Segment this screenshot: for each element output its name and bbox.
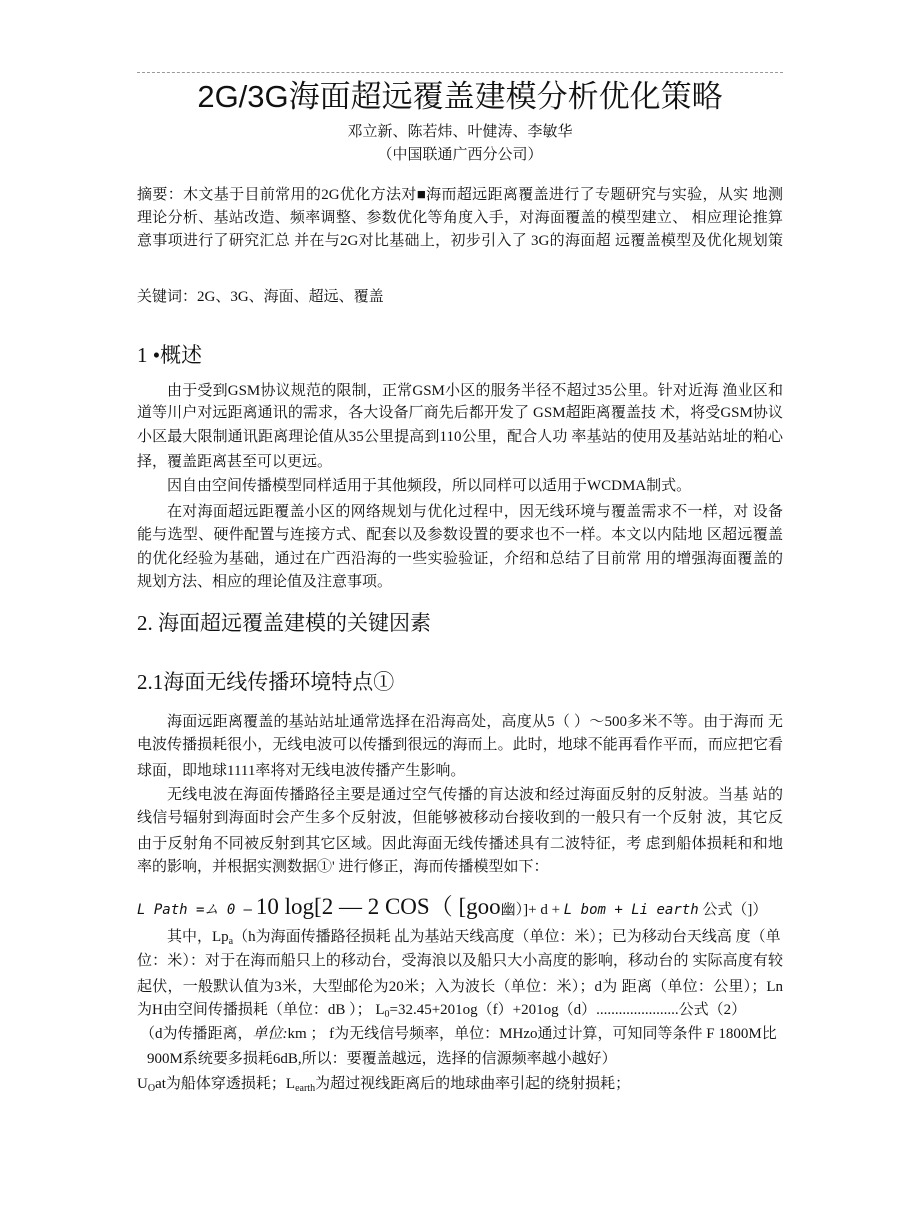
paragraph-line: 海面远距离覆盖的基站站址通常选择在沿海高处，高度从5（ ）～500多米不等。由于海而 无 <box>167 714 783 730</box>
paragraph-line: 因自由空间传播模型同样适用于其他频段，所以同样可以适用于WCDMA制式。 <box>167 478 692 494</box>
paragraph-line: 由于受到GSM协议规范的限制，正常GSM小区的服务半径不超过35公里。针对近海 渔业区和 <box>167 383 783 399</box>
formula-part: L Path =ム 0 — <box>137 902 253 918</box>
formula-part: 幽）]+ d + <box>500 902 561 918</box>
text: 为H由空间传播损耗（单位：dB ）； L <box>137 1002 385 1018</box>
formula-1 <box>137 894 783 923</box>
paragraph-line <box>140 1024 786 1044</box>
text: （h为海面传播路径损耗 乩为基站天线高度（单位：米）；已为移动台天线高 度（单 <box>233 929 781 945</box>
paragraph-line: 小区最大限制通讯距离理论值从35公里提高到110公里，配合人功 率基站的使用及基站站址的粕心 <box>137 429 783 445</box>
text: at为船体穿透损耗；L <box>155 1076 296 1092</box>
page-title: 2G/3G海面超远覆盖建模分析优化策略 <box>197 79 723 114</box>
text: 单位: <box>252 1026 288 1042</box>
paragraph-line: 率的影响，并根据实测数据①' 进行修正，海而传播模型如下： <box>137 859 549 875</box>
paragraph-line: 线信号辐射到海面时会产生多个反射波，但能够被移动台接收到的一般只有一个反射 波，其它反 <box>137 810 783 826</box>
paragraph-line <box>137 1000 783 1020</box>
paragraph-line: 900M系统要多损耗6dB,所以：要覆盖越远，选择的信源频率越小越好） <box>147 1051 617 1067</box>
subscript: a <box>228 936 234 947</box>
paragraph-line: 规划方法、相应的理论值及注意事项。 <box>137 574 393 590</box>
text: 其中，Lp <box>167 929 229 945</box>
paragraph-line: 球面，即地球1111率将对无线电波传播产生影响。 <box>137 763 466 779</box>
affiliation: （中国联通广西分公司） <box>377 147 543 163</box>
paragraph-line: 位：米）：对于在海而船只上的移动台，受海浪以及船只大小高度的影响，移动台的 实际高度有较 <box>137 953 783 969</box>
paragraph-line: 道等川户对远距离通讯的需求，各大设备厂商先后都开发了 GSM超距离覆盖技 术，将受GSM协议 <box>137 405 783 421</box>
subscript: 0 <box>384 1009 390 1020</box>
text: =32.45+201og（f）+201og（d）......................公式（2） <box>389 1002 747 1018</box>
paragraph-line <box>167 927 783 947</box>
abstract-line: 意事项进行了研究汇总 并在与2G对比基础上，初步引入了 3G的海面超 远覆盖模型及优化规划策 <box>137 233 783 249</box>
section-heading: 2. 海面超远覆盖建模的关键因素 <box>137 611 431 635</box>
paragraph-line: 电波传播损耗很小，无线电波可以传播到很远的海而上。此时，地球不能再看作平而，而应把它看 <box>137 737 783 753</box>
paragraph-line: 由于反射角不同被反射到其它区域。因此海面无线传播述具有二波特征，考 虑到船体损耗和和地 <box>137 836 783 852</box>
paragraph-line: 能与选型、硬件配置与连接方式、配套以及参数设置的要求也不一样。本文以内陆地 区超远覆盖 <box>137 527 783 543</box>
subscript: O <box>147 1083 156 1094</box>
authors: 邓立新、陈若炜、叶健涛、李敏华 <box>347 124 573 140</box>
paragraph-line: 的优化经验为基础，通过在广西沿海的一些实验验证，介绍和总结了目前常 用的增强海面覆盖的 <box>137 551 783 567</box>
subsection-heading: 2.1海面无线传播环境特点① <box>137 670 395 694</box>
header-rule <box>137 72 783 73</box>
section-heading: 1 •概述 <box>137 343 203 367</box>
text: （d为传播距离， <box>140 1026 253 1042</box>
abstract-line: 摘要：木文基于目前常用的2G优化方法对■海而超远距离覆盖进行了专题研究与实验，从实 地测 <box>137 187 783 203</box>
formula-label: 公式（]） <box>702 902 768 918</box>
paragraph-line <box>137 1074 783 1094</box>
paragraph-line: 无线电波在海面传播路径主要是通过空气传播的肓达波和经过海面反射的反射波。当基 站的 <box>167 787 783 803</box>
formula-part: 10 log[2 — 2 COS（ [goo <box>255 894 501 919</box>
paragraph-line: 择，覆盖距离甚至可以更远。 <box>137 454 333 470</box>
subscript: earth <box>295 1083 316 1094</box>
text: U <box>137 1076 148 1092</box>
abstract-line: 理论分析、基站改造、频率调整、参数优化等角度入手，对海面覆盖的模型建立、 相应理论推算 <box>137 210 783 226</box>
text: 为超过视线距离后的地球曲率引起的绕射损耗； <box>315 1076 631 1092</box>
paragraph-line: 起伏，一般默认值为3米，大型邮伦为20米；入为波长（单位：米）；d为 距离（单位：公里）；Ln <box>137 979 783 995</box>
text: km ； f为无线信号频率，单位：MHzo通过计算，可知同等条件 F 1800M比 <box>287 1026 777 1042</box>
keywords: 关键词：2G、3G、海面、超远、覆盖 <box>137 289 384 305</box>
formula-part: L bom + Li earth <box>563 902 699 918</box>
paragraph-line: 在对海面超远距覆盖小区的网络规划与优化过程中，因无线环境与覆盖需求不一样，对 设备 <box>167 504 783 520</box>
